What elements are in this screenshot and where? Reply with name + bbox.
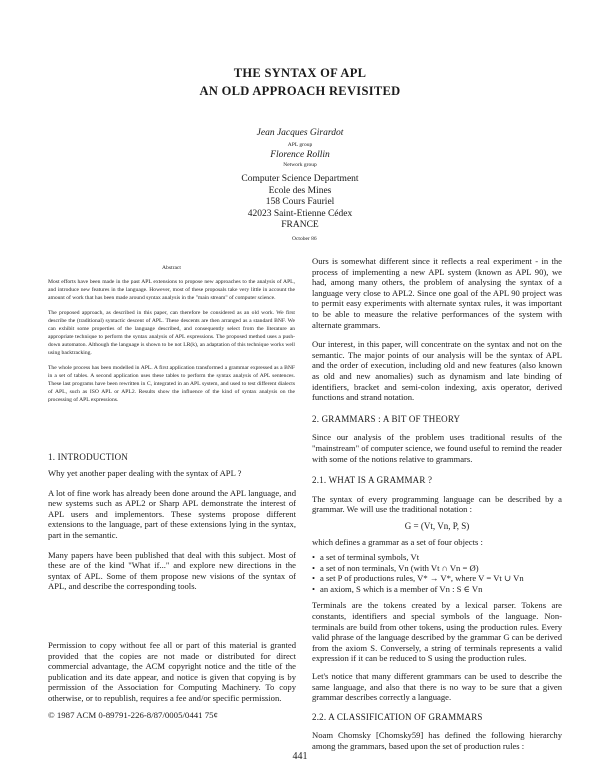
- author-2: Florence Rollin: [270, 150, 330, 160]
- address-line: Computer Science Department: [241, 174, 359, 184]
- section-heading-grammars: 2. GRAMMARS : A BIT OF THEORY: [312, 413, 461, 424]
- grammar-formula: G = (Vt, Vn, P, S): [404, 520, 470, 531]
- section-heading-classification: 2.2. A CLASSIFICATION OF GRAMMARS: [312, 711, 483, 722]
- section-heading-what-is-grammar: 2.1. WHAT IS A GRAMMAR ?: [312, 475, 433, 486]
- body-paragraph: Noam Chomsky [Chomsky59] has defined the following hierarchy among the grammars, based upon the set of production rules :: [312, 730, 562, 751]
- address-line: 158 Cours Fauriel: [265, 197, 335, 207]
- body-paragraph: Our interest, in this paper, will concentrate on the syntax and not on the semantic. The major points of our analysis will be the syntax of APL and the order of execution, including old and new features (also known as old and new anomalies) such as dynamism and late binding of identifiers, bracket and semi-colon indexing, axis operator, derived functions and strand notation.: [312, 339, 562, 403]
- grammar-definition-list: [312, 552, 562, 594]
- date: October 86: [292, 236, 317, 242]
- abstract-paragraph: The whole process has been modelled in APL. A first application transformed a grammar expressed as a BNF in a set of tables. A second application uses these tables to perform the syntax analysis of APL sentences. These last programs have been rewritten in C, integrated in an APL system, and used to test different dialects of APL, such as ISO APL or APL2. Results show the influence of the kind of syntax analysis on the processing of APL expressions.: [48, 365, 295, 403]
- abstract: [48, 264, 295, 404]
- body-paragraph: Ours is somewhat different since it reflects a real experiment - in the process of implementing a new APL system (known as APL 90), we had, among many others, the problem of analysing the syntax of a language very close to APL2. Since one goal of the APL 90 project was to permit easy experiments with alternate syntax rules, it was important to be able to measure the relative performances of the system with alternate grammars.: [312, 256, 562, 330]
- author-1: Jean Jacques Girardot: [256, 128, 344, 138]
- copyright-line: © 1987 ACM 0-89791-226-8/87/0005/0441 75¢: [48, 710, 218, 720]
- abstract-paragraph: Most efforts have been made in the past APL extensions to propose new approaches to the analysis of APL, and introduce new features in the language. However, most of these proposals take very little in account the amount of work that has been made around syntax analysis in the "main stream" of computer science.: [48, 279, 295, 301]
- affiliation-1: APL group: [287, 142, 313, 148]
- permission-notice: Permission to copy without fee all or part of this material is granted provided that the copies are not made or distributed for direct commercial advantage, the ACM copyright notice and the title of the publication and its date appear, and notice is given that copying is by permission of the Association for Computing Machinery. To copy otherwise, or to republish, requires a fee and/or specific permission.: [48, 640, 296, 703]
- paper-title-line2: AN OLD APPROACH REVISITED: [199, 84, 401, 98]
- right-column: [312, 256, 562, 752]
- intro-paragraph: Many papers have been published that deal with this subject. Most of these are of the kind "What if..." and explore new directions in the syntax of APL. Some of them propose new visions of the syntax of APL, and describe the corresponding tools.: [48, 549, 296, 592]
- list-item: • a set P of productions rules, V* → V*, where V = Vt ∪ Vn: [312, 573, 562, 584]
- paper-title-line1: THE SYNTAX OF APL: [233, 66, 367, 80]
- intro-paragraph: A lot of fine work has already been done around the APL language, and new systems such as APL2 or Sharp APL demonstrate the interest of APL users and implementors. These systems propose different extensions to the language, part of these extensions lying in the syntax, part in the semantic.: [48, 487, 296, 540]
- affiliation-2: Network group: [283, 162, 317, 168]
- abstract-paragraph: The proposed approach, as described in this paper, can therefore be considered as an old work. We first describe the (traditional) syntactic descent of APL. These descents are then arranged as a standard BNF. We can exhibit some properties of the language described, and consequently select from the literature an appropriate technique to perform the syntax analysis of APL expressions. The proposed method uses a push-down automaton. Although the language is shown to be not LR(k), an adaptation of this technique works well using backtracking.: [48, 310, 295, 356]
- intro-question: Why yet another paper dealing with the syntax of APL ?: [48, 468, 242, 478]
- address-line: Ecole des Mines: [268, 185, 332, 196]
- page-number: 441: [292, 751, 308, 762]
- address-line: 42023 Saint-Etienne Cédex: [247, 208, 353, 219]
- list-item: • a set of terminal symbols, Vt: [312, 552, 562, 563]
- body-paragraph: Terminals are the tokens created by a lexical parser. Tokens are constants, identifiers and special symbols of the language. Non-terminals are build from other tokens, using the production rules. Every valid phrase of the language described by the grammar G can be derived from the axiom S. Conversely, a string of terminals represents a valid expression if it can be reduced to S using the production rules.: [312, 600, 562, 664]
- address-line: FRANCE: [281, 220, 319, 230]
- body-paragraph: The syntax of every programming language can be described by a grammar. We will use the traditional notation :: [312, 493, 562, 515]
- body-paragraph: Let's notice that many different grammars can be used to describe the same language, and also that there is no way to be sure that a given grammar describes correctly a language.: [312, 671, 562, 703]
- body-paragraph: Since our analysis of the problem uses traditional results of the "mainstream" of computer science, we found useful to remind the reader with some of the notions relative to grammars.: [312, 432, 562, 464]
- address-block: [0, 174, 600, 232]
- introduction: [48, 468, 296, 592]
- body-paragraph: which defines a grammar as a set of four objects :: [312, 537, 483, 548]
- section-heading-introduction: 1. INTRODUCTION: [48, 452, 128, 462]
- abstract-heading: Abstract: [162, 265, 181, 271]
- list-item: • a set of non terminals, Vn (with Vt ∩ Vn = Ø): [312, 563, 562, 574]
- list-item: • an axiom, S which is a member of Vn : S ∈ Vn: [312, 584, 562, 595]
